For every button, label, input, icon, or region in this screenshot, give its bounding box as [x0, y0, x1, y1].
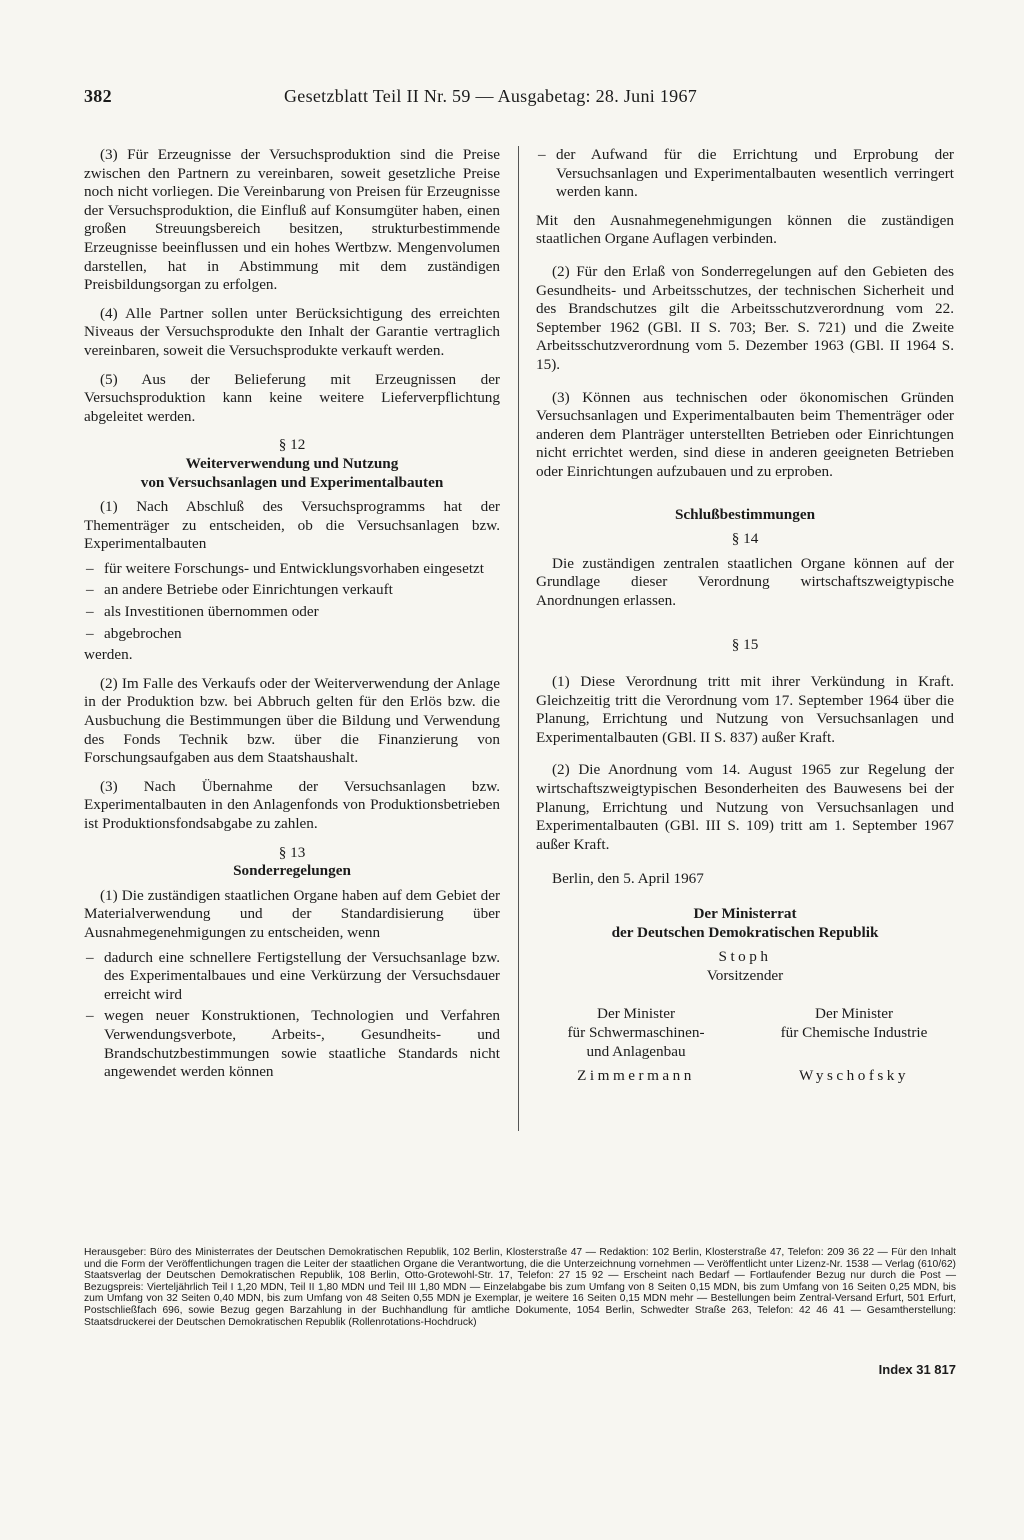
council-title: Der Ministerrat	[693, 905, 797, 922]
section-title: von Versuchsanlagen und Experimentalbauten	[140, 473, 444, 491]
list-item: – abgebrochen	[84, 625, 500, 644]
council-title: der Deutschen Demokratischen Republik	[611, 923, 879, 941]
index-number: Index 31 817	[878, 1362, 956, 1377]
signatory-role: Der Minister	[814, 1005, 894, 1023]
signatory-role: für Chemische Industrie	[780, 1023, 928, 1041]
minister-block	[754, 1005, 954, 1085]
list-item: – wegen neuer Konstruktionen, Technologien und Verfahren Verwendungsverbote, Arbeits-, Gesundheits- und Brandschutzbestimmungen sowie staatliche Standards nicht angewendet werden können	[84, 1007, 500, 1081]
right-column	[536, 146, 954, 1086]
paragraph: werden.	[84, 646, 133, 664]
signatory-role: Vorsitzender	[706, 966, 784, 984]
paragraph: (3) Können aus technischen oder ökonomischen Gründen Versuchsanlagen und Experimentalbauten beim Thementräger oder anderen dem Planträger unterstellten Betrieben oder Einrichtungen nicht errichtet werden, sind diese in anderen geeigneten Betrieben oder Einrichtungen aufzubauen und zu erproben.	[536, 388, 954, 480]
paragraph: Die zuständigen zentralen staatlichen Organe können auf der Grundlage dieser Verordnung wirtschaftszweigtypische Anordnungen erlassen.	[536, 554, 954, 609]
section-number: § 15	[731, 636, 759, 654]
page-header	[84, 86, 960, 116]
paragraph: (3) Für Erzeugnisse der Versuchsproduktion sind die Preise zwischen den Partnern zu vereinbaren, soweit gesetzliche Preise noch nicht vorliegen. Die Vereinbarung von Preisen für Erzeugnisse der Versuchsproduktion, die Einfluß auf Konsumgüter haben, einen großen Streuungsbereich besitzen, strukturbestimmende Erzeugnisse beeinflussen und ein hohes Wertbzw. Mengenvolumen darstellen, hat in Abstimmung mit dem zuständigen Preisbildungsorgan zu erfolgen.	[84, 146, 500, 294]
paragraph: (1) Die zuständigen staatlichen Organe haben auf dem Gebiet der Materialverwendung und der Standardisierung über Ausnahmegenehmigungen zu entscheiden, wenn	[84, 886, 500, 941]
paragraph: (1) Diese Verordnung tritt mit ihrer Verkündung in Kraft. Gleichzeitig tritt die Verordnung vom 17. September 1964 über die Planung, Errichtung und Nutzung von Versuchsanlagen und Experimentalbauten (GBl. II S. 837) außer Kraft.	[536, 673, 954, 746]
signatory-role: für Schwermaschinen-	[567, 1023, 705, 1041]
signatory-role: Der Minister	[596, 1005, 676, 1023]
paragraph: (1) Nach Abschluß des Versuchsprogramms hat der Thementräger zu entscheiden, ob die Versuchsanlagen bzw. Experimentalbauten	[84, 498, 500, 553]
paragraph: (2) Die Anordnung vom 14. August 1965 zur Regelung der wirtschaftszweigtypischen Besonderheiten des Bauwesens bei der Planung, Errichtung und Nutzung von Versuchsanlagen und Experimentalbauten (GBl. III S. 109) tritt am 1. September 1967 außer Kraft.	[536, 761, 954, 853]
paragraph: (5) Aus der Belieferung mit Erzeugnissen der Versuchsproduktion kann keine weitere Lieferverpflichtung abgeleitet werden.	[84, 370, 500, 425]
paragraph: (2) Im Falle des Verkaufs oder der Weiterverwendung der Anlage in der Produktion bzw. bei Abbruch gelten für den Erlös bzw. die Ausbuchung die Bestimmungen über die Bildung und Verwendung des Fonds Technik bzw. über die Finanzierung von Forschungsaufgaben aus dem Staatshaushalt.	[84, 674, 500, 767]
paragraph: Mit den Ausnahmegenehmigungen können die zuständigen staatlichen Organe Auflagen verbinden.	[536, 211, 954, 248]
section-number: § 12	[278, 436, 306, 454]
list-item: – als Investitionen übernommen oder	[84, 603, 500, 622]
list-item: – für weitere Forschungs- und Entwicklungsvorhaben eingesetzt	[84, 560, 500, 579]
signatory-name: Zimmermann	[577, 1067, 695, 1085]
signatory-role: und Anlagenbau	[586, 1042, 686, 1060]
section-title: Weiterverwendung und Nutzung	[185, 454, 399, 472]
page-number: 382	[84, 86, 112, 106]
paragraph: (2) Für den Erlaß von Sonderregelungen auf den Gebieten des Gesundheits- und Arbeitsschutzes, der technischen Sicherheit und des Brandschutzes gilt die Arbeitsschutzverordnung vom 22. September 1962 (GBl. II S. 703; Ber. S. 721) und die Zweite Arbeitsschutzverordnung vom 5. Dezember 1963 (GBl. II 1964 S. 15).	[536, 262, 954, 373]
list-item: – dadurch eine schnellere Fertigstellung der Versuchsanlage bzw. des Experimentalbaues und eine Verkürzung der Versuchsdauer erreicht wird	[84, 949, 500, 1005]
section-title: Schlußbestimmungen	[674, 505, 816, 523]
signatory-name: Stoph	[718, 948, 772, 966]
left-column	[84, 146, 500, 1085]
list-item: – der Aufwand für die Errichtung und Erprobung der Versuchsanlagen und Experimentalbauten wesentlich verringert werden kann.	[536, 146, 954, 202]
section-title: Sonderregelungen	[233, 862, 351, 880]
list-item: – an andere Betriebe oder Einrichtungen verkauft	[84, 581, 500, 600]
paragraph: (4) Alle Partner sollen unter Berücksichtigung des erreichten Niveaus der Versuchsprodukte den Inhalt der Garantie vertraglich vereinbaren, soweit die Versuchsprodukte verkauft werden.	[84, 304, 500, 359]
minister-signatures	[536, 1005, 954, 1085]
section-number: § 14	[731, 530, 759, 548]
signatory-name: Wyschofsky	[798, 1067, 909, 1085]
column-divider	[518, 146, 519, 1131]
minister-block	[536, 1005, 736, 1085]
impressum: Herausgeber: Büro des Ministerrates der Deutschen Demokratischen Republik, 102 Berlin, Klosterstraße 47 — Redaktion: 102 Berlin, Klosterstraße 47, Telefon: 209 36 22 — Für den Inhalt und die Form der Veröffentlichungen tragen die Leiter der staatlichen Organe die Verantwortung, die die Unterzeichnung vornehmen — Veröffentlicht unter Lizenz-Nr. 1538 — Verlag (610/62) Staatsverlag der Deutschen Demokratischen Republik, 108 Berlin, Otto-Grotewohl-Str. 17, Telefon: 27 15 92 — Erscheint nach Bedarf — Fortlaufender Bezug nur durch die Post — Bezugspreis: Vierteljährlich Teil I 1,20 MDN, Teil II 1,80 MDN und Teil III 1,80 MDN — Einzelabgabe bis zum Umfang von 8 Seiten 0,15 MDN, bis zum Umfang von 16 Seiten 0,25 MDN, bis zum Umfang von 32 Seiten 0,40 MDN, bis zum Umfang von 48 Seiten 0,55 MDN je Exemplar, je weitere 16 Seiten 0,15 MDN mehr — Bestellungen beim Zentral-Versand Erfurt, 501 Erfurt, Postschließfach 696, sowie Bezug gegen Barzahlung in der Buchhandlung für amtliche Dokumente, 1054 Berlin, Schwedter Straße 263, Telefon: 42 46 41 — Gesamtherstellung: Staatsdruckerei der Deutschen Demokratischen Republik (Rollenrotations-Hochdruck)	[84, 1247, 956, 1328]
paragraph: (3) Nach Übernahme der Versuchsanlagen bzw. Experimentalbauten in den Anlagenfonds von Produktionsbetrieben ist Produktionsfondsabgabe zu zahlen.	[84, 777, 500, 832]
place-date: Berlin, den 5. April 1967	[552, 870, 704, 888]
section-number: § 13	[278, 843, 306, 861]
header-title: Gesetzblatt Teil II Nr. 59 — Ausgabetag: 28. Juni 1967	[284, 86, 698, 106]
